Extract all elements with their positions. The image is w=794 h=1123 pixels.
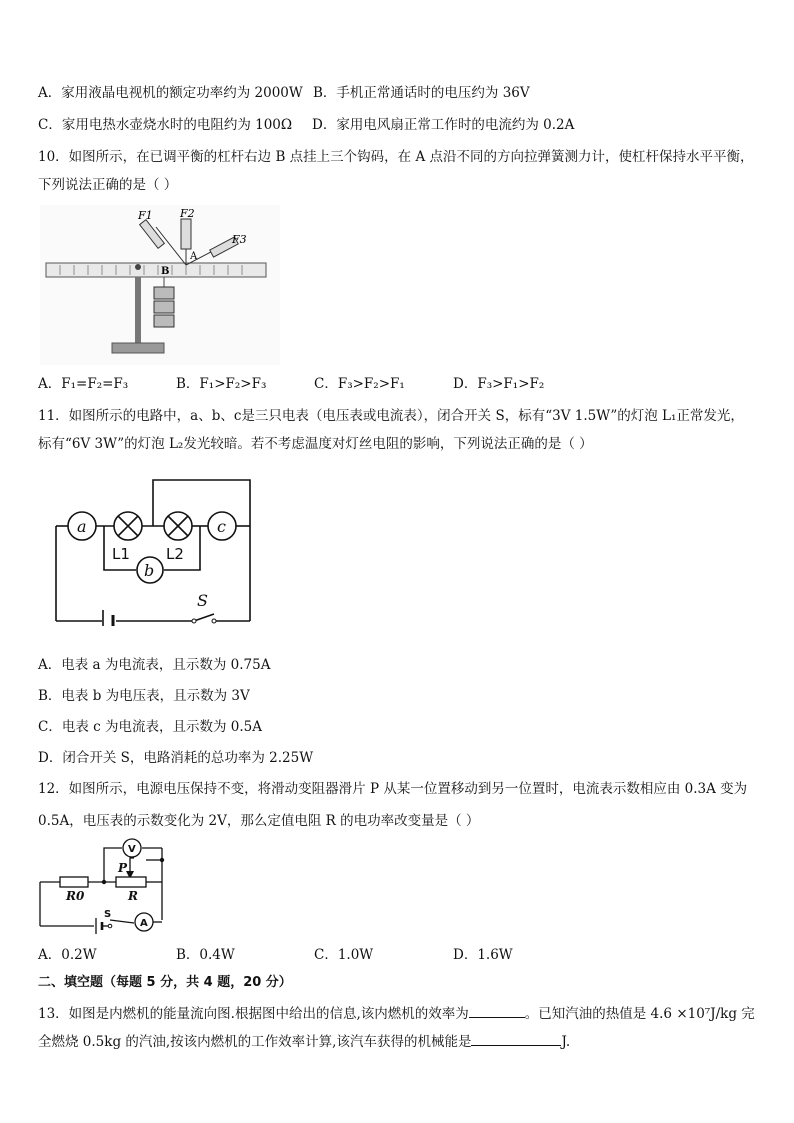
q13-blank-efficiency[interactable] [469,1003,525,1018]
q9-option-a: A．家用液晶电视机的额定功率约为 2000W [38,85,303,101]
point-b-label: B [161,266,170,277]
junction-dot [102,880,106,884]
q12-option-d: D．1.6W [453,947,513,963]
f3-label: F3 [232,233,247,246]
meter-a-label: a [77,517,87,536]
slider-p-label: P [118,861,128,875]
q13-stem-line1 [38,1003,755,1023]
q11-stem-line1: 11．如图所示的电路中，a、b、c是三只电表（电压表或电流表），闭合开关 S，标有“3V 1.5W”的灯泡 L₁正常发光， [38,408,744,424]
stand-base [112,343,164,353]
q13-stem-line1-part1: 13．如图是内燃机的能量流向图.根据图中给出的信息,该内燃机的效率为 [38,1006,469,1022]
resistor-r [116,877,146,887]
switch-contact-left [192,619,196,623]
f1-label: F1 [138,209,153,222]
q11-circuit-figure [52,476,258,626]
q12-option-a: A．0.2W [38,947,97,963]
q11-option-b: B．电表 b 为电压表，且示数为 3V [38,688,250,704]
section-2-title: 二、填空题（每题 5 分，共 4 题，20 分） [38,975,292,990]
switch-label: S [197,591,208,610]
meter-c-label: c [217,517,226,536]
q12-option-b: B．0.4W [176,947,235,963]
q9-option-b: B．手机正常通话时的电压约为 36V [313,85,530,101]
weight-1 [154,287,174,299]
q13-stem-line2 [38,1031,570,1051]
r0-label: R0 [66,889,85,903]
voltmeter-label: V [128,844,136,855]
circuit-diagram-12 [38,838,168,934]
resistor-r0 [60,877,88,887]
q10-option-c: C．F₃>F₂>F₁ [314,376,405,392]
weight-2 [154,301,174,313]
circuit-diagram-11 [52,476,258,626]
lever-bar [46,263,266,277]
junction-dot-2 [160,858,164,862]
q11-option-a: A．电表 a 为电流表，且示数为 0.75A [38,657,271,673]
q11-option-c: C．电表 c 为电流表，且示数为 0.5A [38,719,262,735]
meter-b-label: b [144,561,155,580]
q10-stem-line2: 下列说法正确的是（ ） [38,177,178,193]
q9-option-c: C．家用电热水壶烧水时的电阻约为 100Ω [38,117,293,133]
q11-option-d: D．闭合开关 S，电路消耗的总功率为 2.25W [38,750,314,766]
q10-option-d: D．F₃>F₁>F₂ [453,376,545,392]
q13-stem-line2-part2: J. [561,1034,571,1050]
q12-stem-line1: 12．如图所示，电源电压保持不变，将滑动变阻器滑片 P 从某一位置移动到另一位置时，电流表示数相应由 0.3A 变为 [38,781,748,797]
q10-option-a: A．F₁=F₂=F₃ [38,376,129,392]
q10-stem-line1: 10．如图所示，在已调平衡的杠杆右边 B 点挂上三个钩码，在 A 点沿不同的方向拉弹簧测力计，使杠杆保持水平平衡， [38,149,754,165]
q9-option-d: D．家用电风扇正常工作时的电流约为 0.2A [312,117,575,133]
stand-pole [135,277,141,345]
point-a-label: A [190,251,198,262]
spring-scale-f2 [181,219,191,249]
q11-stem-line2: 标有“6V 3W”的灯泡 L₂发光较暗。若不考虑温度对灯丝电阻的影响，下列说法正确的是（ ） [38,436,593,452]
q13-stem-line2-part1: 全燃烧 0.5kg 的汽油,按该内燃机的工作效率计算,该汽车获得的机械能是 [38,1034,472,1050]
q13-blank-mechanical-energy[interactable] [471,1031,561,1046]
switch-label-12: S [104,909,112,920]
q12-option-c: C．1.0W [314,947,374,963]
q10-lever-figure [40,205,280,365]
f2-label: F2 [180,207,195,220]
weight-3 [154,315,174,327]
q12-stem-line2: 0.5A，电压表的示数变化为 2V，那么定值电阻 R 的电功率改变量是（ ） [38,813,480,829]
r-label: R [128,889,138,903]
ammeter-label: A [140,918,148,929]
switch-contact-right [212,619,216,623]
q13-stem-line1-part2: 。已知汽油的热值是 4.6 ×10⁷J/kg 完 [524,1006,755,1022]
pivot [135,264,141,270]
lamp-l1-label: L1 [112,545,130,563]
q12-circuit-figure [38,838,168,934]
lamp-l2-label: L2 [166,545,184,563]
lever-diagram [40,205,280,365]
q10-option-b: B．F₁>F₂>F₃ [176,376,267,392]
